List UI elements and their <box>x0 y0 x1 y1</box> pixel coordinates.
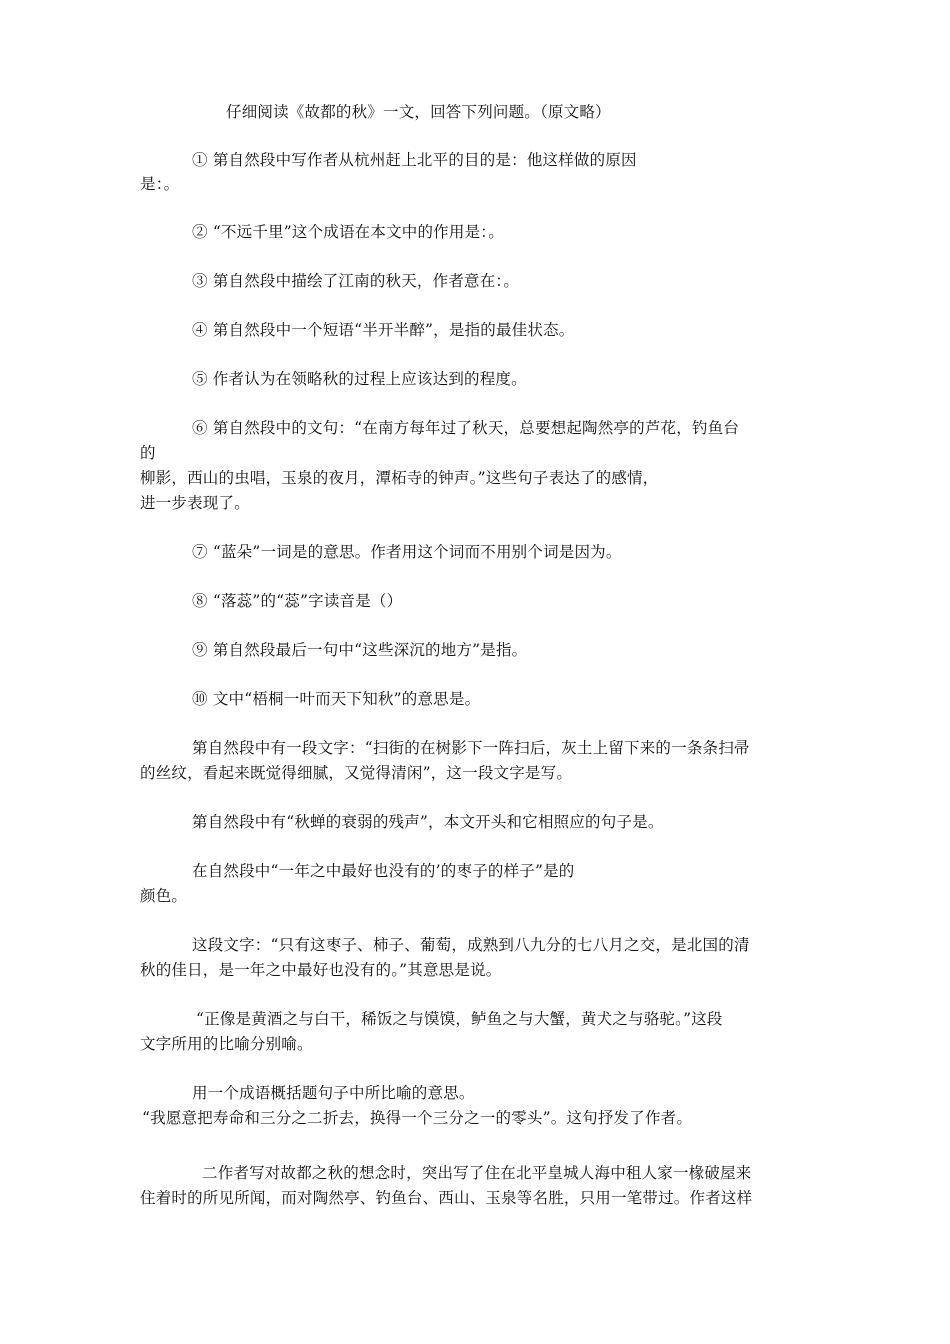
paragraph-4-line-2: 秋的佳日，是一年之中最好也没有的。”其意思是说。 <box>140 961 502 979</box>
paragraph-6-line-2: “我愿意把寿命和三分之二折去，换得一个三分之一的零头”。这句抒发了作者。 <box>142 1109 693 1127</box>
paragraph-7-line-1: 二作者写对故都之秋的想念时，突出写了住在北平皇城人海中租人家一椽破屋来 <box>202 1164 752 1182</box>
question-8: ⑧ “落蕊”的“蕊”字读音是（） <box>192 592 403 610</box>
question-4: ④ 第自然段中一个短语“半开半醉”，是指的最佳状态。 <box>192 321 575 339</box>
paragraph-4-line-1: 这段文字：“只有这枣子、柿子、葡萄，成熟到八九分的七八月之交，是北国的清 <box>192 936 750 954</box>
question-6-line-1: ⑥ 第自然段中的文句：“在南方每年过了秋天，总要想起陶然亭的芦花，钓鱼台 <box>192 419 740 437</box>
paragraph-1-line-1: 第自然段中有一段文字：“扫街的在树影下一阵扫后，灰土上留下来的一条条扫帚 <box>192 739 750 757</box>
paragraph-1-line-2: 的丝纹，看起来既觉得细腻，又觉得清闲”，这一段文字是写。 <box>140 764 573 782</box>
question-2: ② “不远千里”这个成语在本文中的作用是：。 <box>192 223 504 241</box>
intro-line: 仔细阅读《故都的秋》一文，回答下列问题。（原文略） <box>226 103 611 121</box>
paragraph-3-line-1: 在自然段中“一年之中最好也没有的’的枣子的样子”是的 <box>192 862 575 880</box>
paragraph-6-line-1: 用一个成语概括题句子中所比喻的意思。 <box>192 1084 475 1102</box>
paragraph-7-line-2: 住着时的所见所闻，而对陶然亭、钓鱼台、西山、玉泉等名胜，只用一笔带过。作者这样 <box>140 1189 753 1207</box>
question-6-line-3: 柳影，西山的虫唱，玉泉的夜月，潭柘寺的钟声。”这些句子表达了的感情， <box>140 469 659 487</box>
question-7: ⑦ “蓝朵”一词是的意思。作者用这个词而不用别个词是因为。 <box>192 543 622 561</box>
question-6-line-4: 进一步表现了。 <box>140 494 250 512</box>
paragraph-2: 第自然段中有“秋蝉的衰弱的残声”，本文开头和它相照应的句子是。 <box>192 813 664 831</box>
question-5: ⑤ 作者认为在领略秋的过程上应该达到的程度。 <box>192 370 527 388</box>
question-3: ③ 第自然段中描绘了江南的秋天，作者意在：。 <box>192 272 520 290</box>
paragraph-3-line-2: 颜色。 <box>140 887 188 905</box>
question-6-line-2: 的 <box>140 444 156 462</box>
paragraph-5-line-2: 文字所用的比喻分别喻。 <box>140 1035 313 1053</box>
question-1-line-1: ① 第自然段中写作者从杭州赶上北平的目的是：他这样做的原因 <box>192 151 637 169</box>
question-10: ⑩ 文中“梧桐一叶而天下知秋”的意思是。 <box>192 690 481 708</box>
question-1-line-2: 是：。 <box>140 175 180 193</box>
paragraph-5-line-1: “正像是黄酒之与白干，稀饭之与馍馍，鲈鱼之与大蟹，黄犬之与骆驼。”这段 <box>196 1010 723 1028</box>
question-9: ⑨ 第自然段最后一句中“这些深沉的地方”是指。 <box>192 641 528 659</box>
